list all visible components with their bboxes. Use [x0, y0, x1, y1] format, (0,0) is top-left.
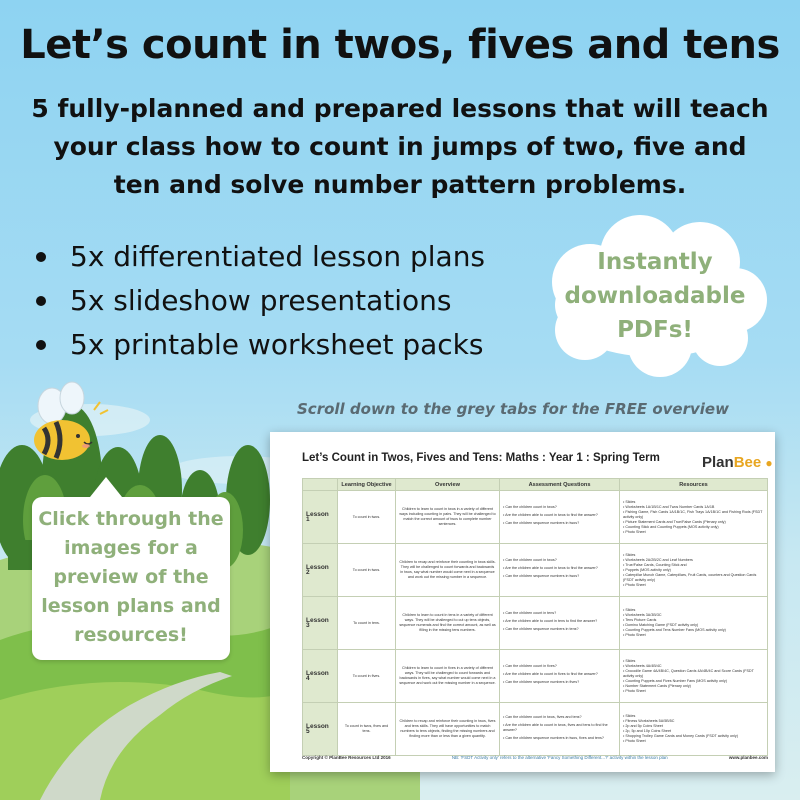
assessment-questions: [500, 597, 620, 650]
lesson-name: Lesson 5: [303, 703, 338, 756]
feature-list-item: 5x printable worksheet packs: [28, 323, 485, 367]
resource-item: • Fitness Worksheets 5A/5B/5C: [623, 719, 675, 723]
table-header: Overview: [396, 479, 500, 491]
scroll-note: Scroll down to the grey tabs for the FREE overview: [297, 400, 729, 418]
resource-item: • Worksheets 3A/3B/3C: [623, 613, 662, 617]
resources-list: [620, 703, 768, 756]
lesson-overview: Children to recap and reinforce their counting in twos skills. They will be challenged to count forwards and backwards in twos, say what number would come next in a sequence and work out the missing number in a sequence.: [396, 544, 500, 597]
table-row: [303, 544, 768, 597]
question-item: • Are the children able to count in tens to find the answer?: [503, 619, 598, 623]
question-item: • Can the children count in twos, fives and tens?: [503, 714, 582, 719]
table-row: [303, 650, 768, 703]
resource-item: • Caterpillar Munch Game, Caterpillars, Fruit Cards, counters and Question Cards (FSDT activity only): [623, 572, 757, 582]
learning-objective: To count in twos.: [338, 491, 396, 544]
callout-box: Click through the images for a preview of the lesson plans and resources!: [32, 497, 230, 660]
resource-item: • Photo Sheet: [623, 633, 646, 637]
assessment-questions: [500, 703, 620, 756]
planbee-logo: PlanBee ●: [702, 454, 773, 471]
resource-item: • Slides: [623, 552, 636, 557]
assessment-questions: [500, 544, 620, 597]
table-row: [303, 491, 768, 544]
bullet-icon: [36, 296, 46, 306]
resource-item: • Counting Stick and Counting Puppets (MOS activity only): [623, 524, 719, 529]
question-item: • Are the children able to count in twos to find the answer?: [503, 513, 598, 517]
resources-list: [620, 491, 768, 544]
lesson-name: Lesson 1: [303, 491, 338, 544]
learning-objective: To count in fives.: [338, 650, 396, 703]
resource-item: • Slides: [623, 608, 636, 612]
table-header: [303, 479, 338, 491]
resource-item: • Counting Puppets and Fives Number Fans (MOS activity only): [623, 678, 727, 683]
question-item: • Can the children count in fives?: [503, 664, 557, 668]
page-title: Let’s count in twos, fives and tens: [20, 22, 780, 68]
feature-list-item: 5x differentiated lesson plans: [28, 235, 485, 279]
lesson-name: Lesson 3: [303, 597, 338, 650]
learning-objective: To count in twos.: [338, 544, 396, 597]
question-item: • Can the children sequence numbers in twos, fives and tens?: [503, 735, 604, 740]
question-item: • Can the children sequence numbers in twos?: [503, 574, 580, 578]
resource-item: • Crocodile Game 4A/4B/4C, Question Cards 4A/4B/4C and Score Cards (FSDT activity only): [623, 668, 754, 678]
resource-item: • Slides: [623, 658, 636, 663]
bullet-icon: [36, 252, 46, 262]
assessment-questions: [500, 491, 620, 544]
resource-item: • Slides: [623, 714, 636, 718]
resource-item: • Number Statement Cards (Plenary only): [623, 683, 691, 688]
resource-item: • Photo Sheet: [623, 582, 646, 587]
feature-list: [28, 235, 485, 367]
document-title: Let’s Count in Twos, Fives and Tens: Maths : Year 1 : Spring Term: [302, 452, 660, 464]
question-item: • Are the children able to count in twos, fives and tens to find the answer?: [503, 722, 608, 732]
resource-item: • Picture Statement Cards and True/False Cards (Plenary only): [623, 519, 726, 524]
table-row: [303, 597, 768, 650]
resource-item: • 2p and 5p Coins Sheet: [623, 724, 663, 728]
table-header: Resources: [620, 479, 768, 491]
question-item: • Are the children able to count in fives to find the answer?: [503, 672, 598, 676]
lesson-plan-table: [302, 478, 768, 756]
resource-item: • Shopping Trolley Game Cards and Money Cards (FSDT activity only): [623, 734, 738, 738]
question-item: • Can the children sequence numbers in fives?: [503, 680, 580, 684]
question-item: • Can the children count in twos?: [503, 558, 557, 562]
resource-item: • Worksheets 2A/2B/2C and Leaf Numbers: [623, 557, 693, 562]
lesson-overview: Children to recap and reinforce their counting in twos, fives and tens skills. They will have opportunities to match numbers to tens objects, finding the missing numbers and finding more than or less than a given quantity.: [396, 703, 500, 756]
resources-list: [620, 544, 768, 597]
resource-item: • Photo Sheet: [623, 739, 646, 743]
learning-objective: To count in twos, fives and tens.: [338, 703, 396, 756]
learning-objective: To count in tens.: [338, 597, 396, 650]
lesson-overview: Children to learn to count in fives in a variety of different ways. They will be challenged to count forwards and backwards in fives, say what number would come next in a sequence and work out the missing number in a sequence.: [396, 650, 500, 703]
bee-icon: ●: [765, 456, 773, 470]
document-footer: Copyright © PlanBee Resources Ltd 2016 NB: 'FSDT Activity only' refers to the alternative 'Fancy Something Different...?' activity within the lesson plan www.planbee.com: [302, 755, 768, 760]
question-item: • Can the children count in twos?: [503, 505, 557, 509]
lesson-name: Lesson 2: [303, 544, 338, 597]
table-header: Learning Objective: [338, 479, 396, 491]
cloud-badge-text: Instantly downloadable PDFs!: [564, 249, 746, 343]
question-item: • Are the children able to count in twos to find the answer?: [503, 566, 598, 570]
resource-item: • 2p, 5p and 10p Coins Sheet: [623, 729, 672, 733]
table-header: Assessment Questions: [500, 479, 620, 491]
resource-item: • Photo Sheet: [623, 688, 646, 693]
resource-item: • Fishing Game, Fish Cards 1A/1B/1C, Fish Trays 1A/1B/1C and Fishing Rods (FSDT activity only): [623, 509, 763, 519]
table-row: [303, 703, 768, 756]
resource-item: • Slides: [623, 499, 636, 504]
question-item: • Can the children sequence numbers in twos?: [503, 521, 580, 525]
resources-list: [620, 597, 768, 650]
bullet-icon: [36, 340, 46, 350]
question-item: • Can the children sequence numbers in tens?: [503, 627, 579, 631]
resource-item: • Puppets (MOS activity only): [623, 567, 671, 572]
lesson-overview: Children to learn to count in twos in a variety of different ways including counting in pairs. They will be challenged to match the correct amount of twos to complete number sentences.: [396, 491, 500, 544]
resource-item: • Photo Sheet: [623, 529, 646, 534]
resource-item: • Worksheets 1A/1B/1C and Twos Number Cards 1A/1B: [623, 504, 715, 509]
resource-item: • Domino Matching Game (FSDT activity only): [623, 623, 699, 627]
feature-list-item: 5x slideshow presentations: [28, 279, 485, 323]
resource-item: • Worksheets 4A/4B/4C: [623, 663, 662, 668]
lesson-name: Lesson 4: [303, 650, 338, 703]
resource-item: • True/False Cards, Counting Stick and: [623, 562, 687, 567]
lesson-overview: Children to learn to count in tens in a variety of different ways. They will be challenged to cut up tens objects, sequence numerals and find the correct amount, as well as filling in the missing tens numbers.: [396, 597, 500, 650]
resource-item: • Counting Puppets and Tens Number Fans (MOS activity only): [623, 628, 726, 632]
resources-list: [620, 650, 768, 703]
lesson-plan-preview[interactable]: [270, 432, 775, 772]
question-item: • Can the children count in tens?: [503, 611, 557, 615]
assessment-questions: [500, 650, 620, 703]
resource-item: • Tens Picture Cards: [623, 618, 657, 622]
page-subtitle: 5 fully-planned and prepared lessons that will teach your class how to count in jumps of two, five and ten and solve number pattern problems.: [31, 94, 769, 199]
